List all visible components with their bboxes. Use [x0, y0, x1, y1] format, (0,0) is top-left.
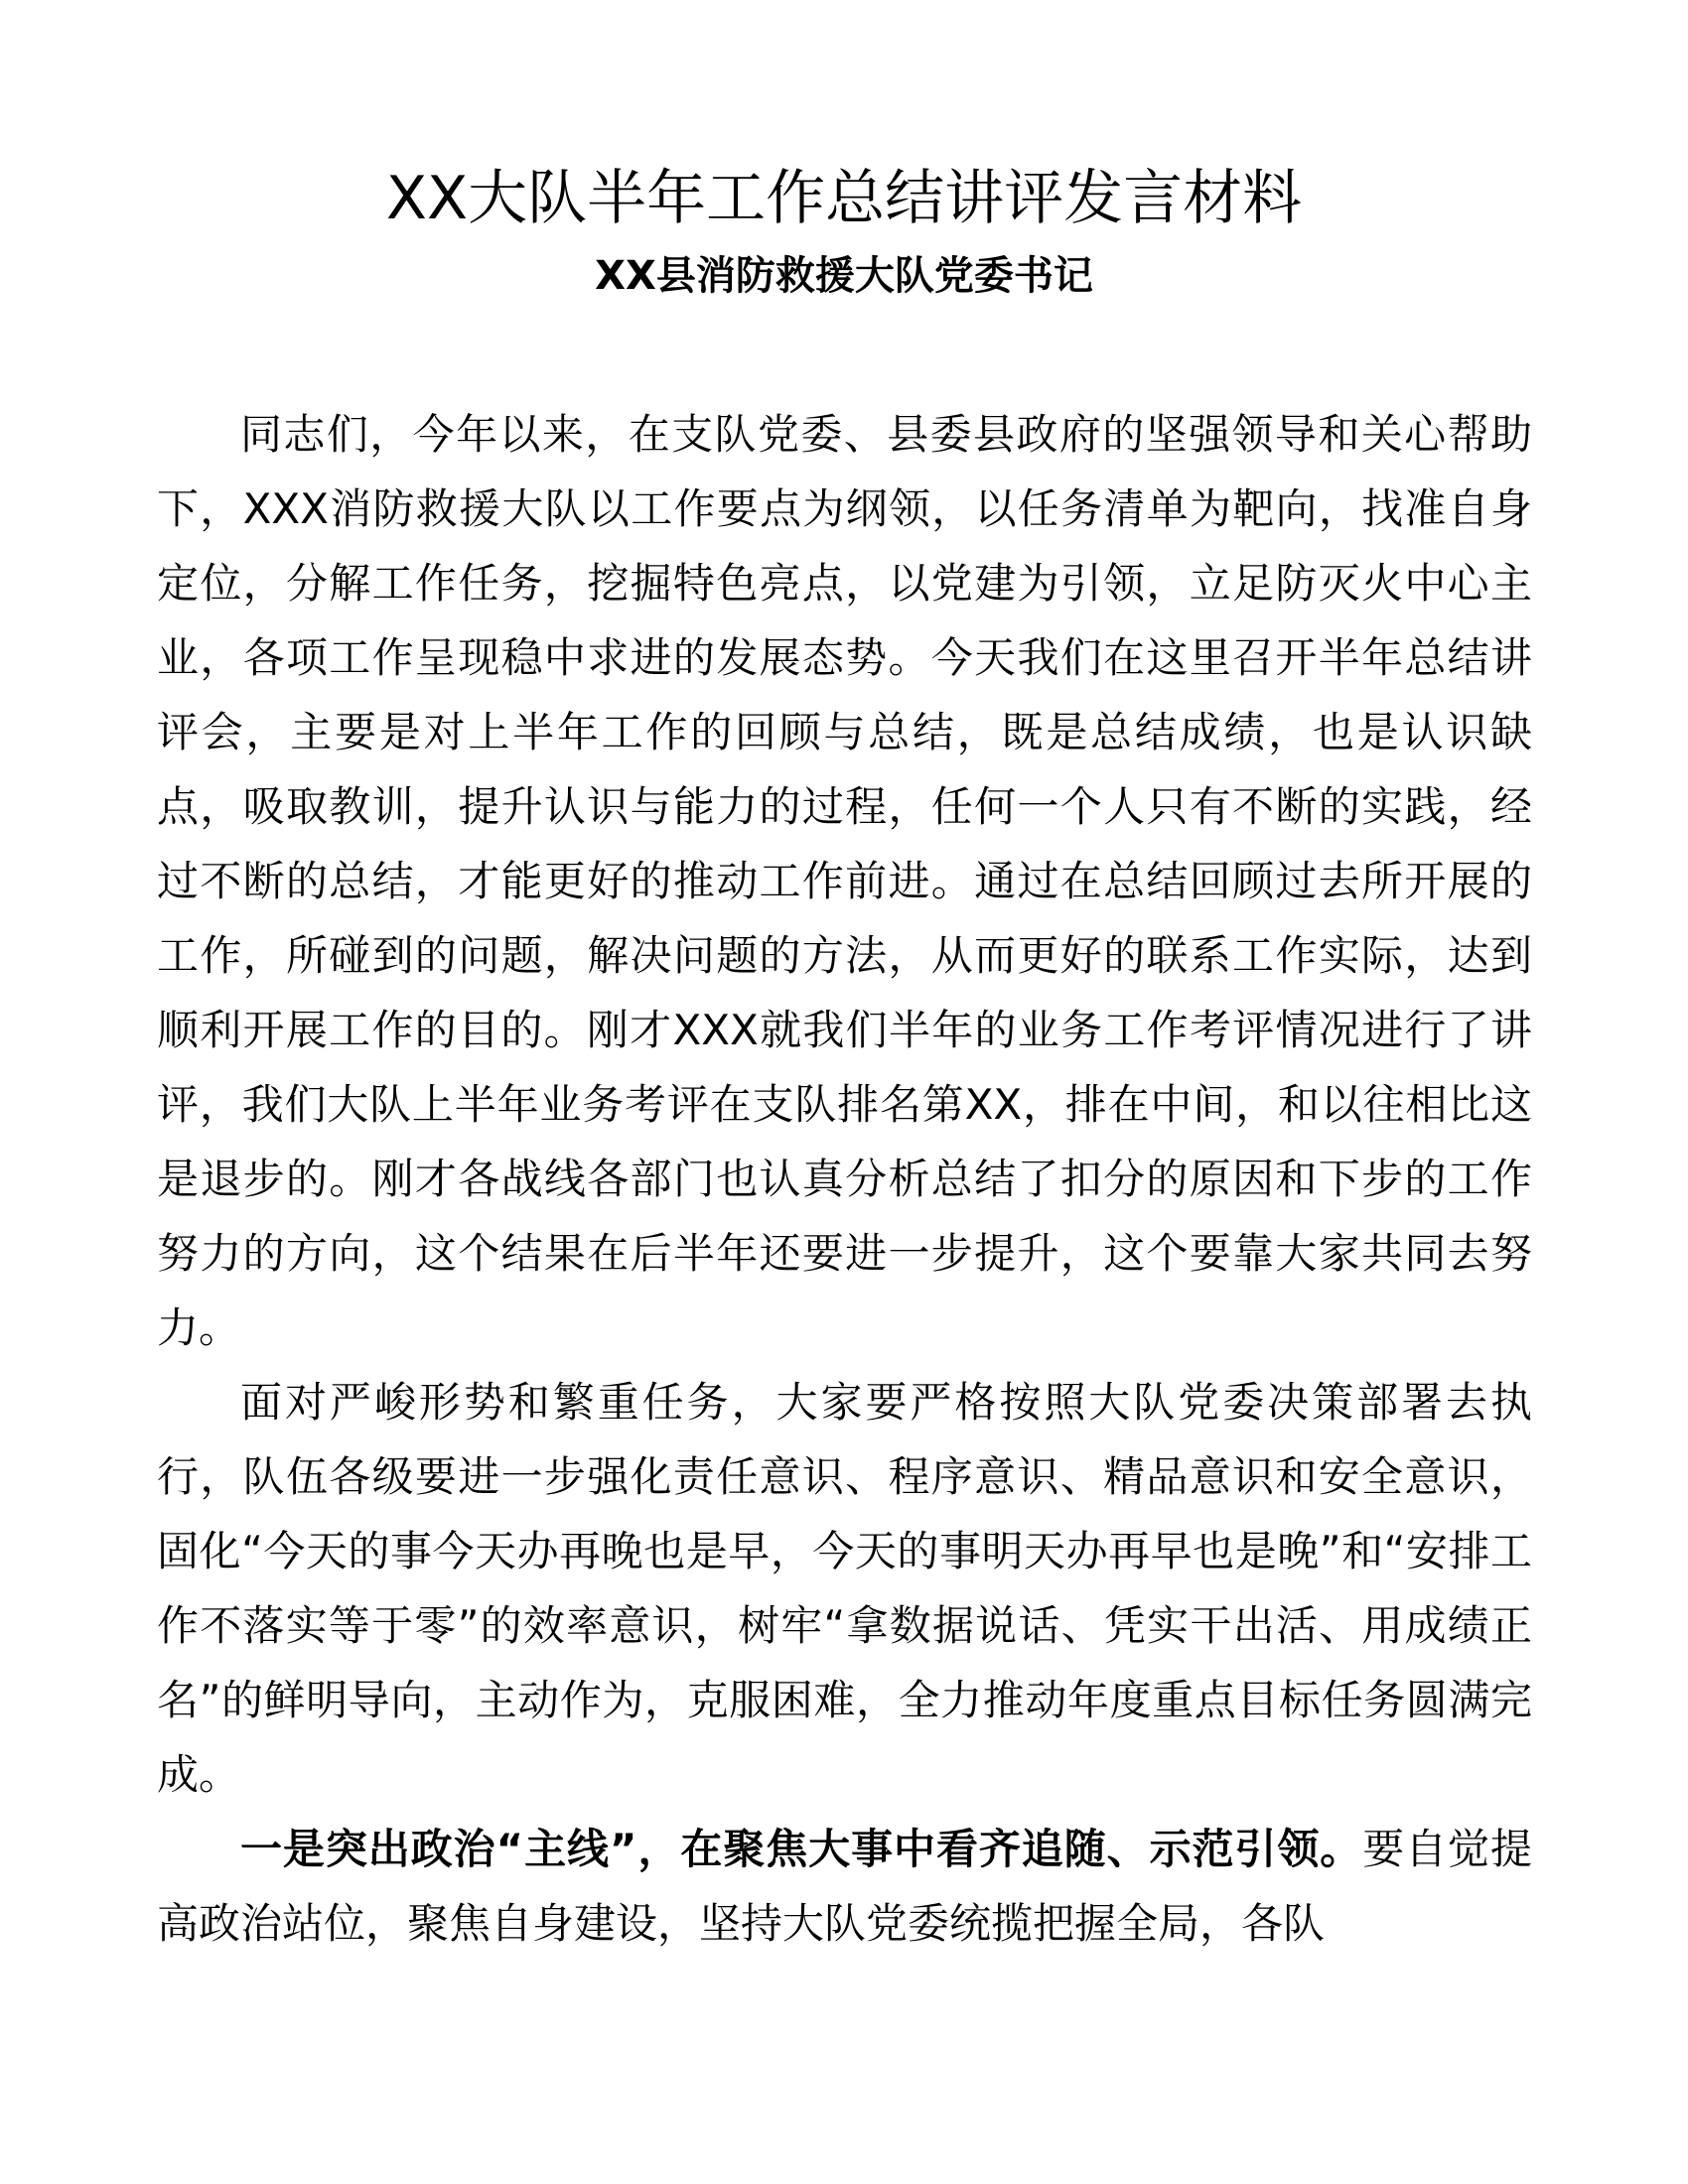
document-subtitle: XX县消防救援大队党委书记: [595, 253, 1093, 299]
paragraph-point-one: [157, 1812, 1532, 1961]
document-body: [157, 397, 1532, 1961]
document-title: XX大队半年工作总结讲评发言材料: [385, 164, 1303, 233]
paragraph-intro: [157, 397, 1532, 1365]
paragraph-text: 面对严峻形势和繁重任务，大家要严格按照大队党委决策部署去执行，队伍各级要进一步强化责任意识、程序意识、精品意识和安全意识，固化“今天的事今天办再晚也是早，今天的事明天办再早也是晚”和“安排工作不落实等于零”的效率意识，树牢“拿数据说话、凭实干出活、用成绩正名”的鲜明导向，主动作为，克服困难，全力推动年度重点目标任务圆满完成。: [157, 1378, 1532, 1799]
paragraph-lead: 一是突出政治“主线”，在聚焦大事中看齐追随、示范引领。: [240, 1825, 1363, 1873]
paragraph-requirements: [157, 1365, 1532, 1812]
paragraph-text: 要自觉提高政治站位，聚焦自身建设，坚持大队党委统揽把握全局，各队: [157, 1825, 1532, 1948]
paragraph-text: 同志们，今年以来，在支队党委、县委县政府的坚强领导和关心帮助下，XXX消防救援大队以工作要点为纲领，以任务清单为靶向，找准自身定位，分解工作任务，挖掘特色亮点，以党建为引领，立足防灭火中心主业，各项工作呈现稳中求进的发展态势。今天我们在这里召开半年总结讲评会，主要是对上半年工作的回顾与总结，既是总结成绩，也是认识缺点，吸取教训，提升认识与能力的过程，任何一个人只有不断的实践，经过不断的总结，才能更好的推动工作前进。通过在总结回顾过去所开展的工作，所碰到的问题，解决问题的方法，从而更好的联系工作实际，达到顺利开展工作的目的。刚才XXX就我们半年的业务工作考评情况进行了讲评，我们大队上半年业务考评在支队排名第XX，排在中间，和以往相比这是退步的。刚才各战线各部门也认真分析总结了扣分的原因和下步的工作努力的方向，这个结果在后半年还要进一步提升，这个要靠大家共同去努力。: [157, 410, 1532, 1352]
